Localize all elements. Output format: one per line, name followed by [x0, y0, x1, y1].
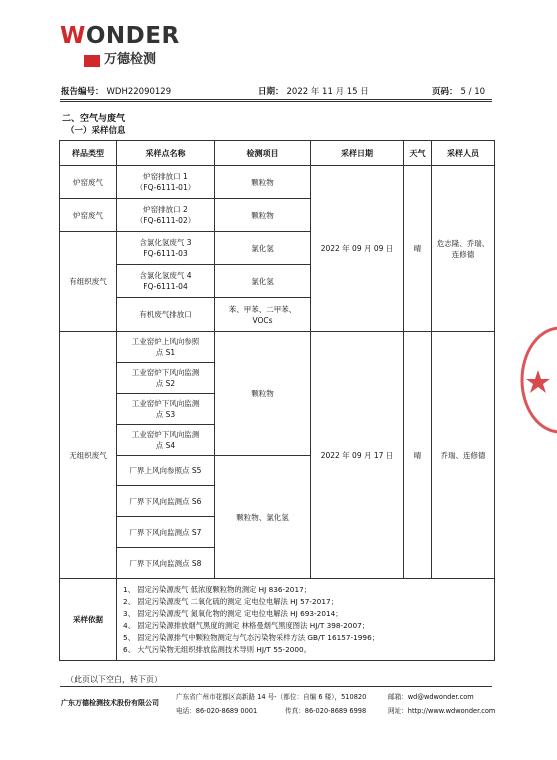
sampling-point-cell: 工业窑炉上风向参照 点 S1 [117, 332, 215, 363]
footer-tel: 电话：86-020-8689 0001 [176, 707, 258, 715]
sampling-point-cell: 有机废气排放口 [117, 298, 215, 332]
sample-type-cell: 有组织废气 [60, 232, 117, 332]
sampling-point-cell: 厂界下风向监测点 S8 [117, 548, 215, 579]
table-header-row [60, 141, 495, 166]
header-weather: 天气 [404, 141, 432, 166]
sampling-point-cell: 厂界上风向参照点 S5 [117, 456, 215, 486]
sampling-point-cell: 工业窑炉下风向监测 点 S2 [117, 363, 215, 394]
basis-item: 6、 大气污染物无组织排放监测技术导则 HJ/T 55-2000。 [123, 644, 311, 654]
logo-letter-w: W [60, 23, 86, 49]
sampling-date-cell: 2022 年 09 月 17 日 [311, 332, 404, 579]
logo-brand-rest: ONDER [85, 23, 180, 49]
test-item-cell: 苯、甲苯、二甲苯、 VOCs [215, 298, 311, 332]
sampling-point-cell: 工业窑炉下风向监测 点 S4 [117, 425, 215, 456]
header-sample-type: 样品类型 [60, 141, 117, 166]
sampling-point-cell: 厂界下风向监测点 S6 [117, 486, 215, 517]
footer-company: 广东万德检测技术股份有限公司 [61, 699, 159, 707]
header-rule [60, 99, 492, 100]
test-item-cell: 颗粒物 [215, 332, 311, 456]
company-logo [60, 22, 190, 74]
report-date: 日期： 2022 年 11 月 15 日 [258, 87, 369, 97]
sampling-staff-cell: 乔瑞、连修德 [432, 332, 495, 579]
table-row [60, 166, 495, 199]
logo-mark-icon [84, 55, 100, 67]
basis-item: 1、 固定污染源废气 低浓度颗粒物的测定 HJ 836-2017； [123, 584, 312, 594]
sample-type-cell: 炉窑废气 [60, 199, 117, 232]
header-test-item: 检测项目 [215, 141, 311, 166]
basis-item: 2、 固定污染源废气 二氧化硫的测定 定电位电解法 HJ 57-2017； [123, 596, 338, 606]
footer-website: 网址：http://www.wdwonder.com [388, 707, 496, 715]
table-row [60, 332, 495, 363]
header-sampling-date: 采样日期 [311, 141, 404, 166]
footer-address: 广东省广州市花都区高新路 14 号-（都位：自编 6 楼），510820 [176, 693, 367, 701]
official-seal-icon [520, 326, 557, 434]
report-number: 报告编号： WDH22090129 [61, 87, 172, 97]
sample-type-cell: 炉窑废气 [60, 166, 117, 199]
basis-item: 5、 固定污染源排气中颗粒物测定与气态污染物采样方法 GB/T 16157-1996； [123, 632, 380, 642]
footer-fax: 传真：86-020-8689 6998 [285, 707, 367, 715]
footer-rule [60, 686, 492, 687]
sample-type-cell: 无组织废气 [60, 332, 117, 579]
sampling-staff-cell: 危志隆、乔瑞、 连修德 [432, 166, 495, 332]
weather-cell: 晴 [404, 166, 432, 332]
sampling-point-cell: 厂界下风向监测点 S7 [117, 517, 215, 548]
table-row-basis [60, 579, 495, 661]
test-item-cell: 颗粒物 [215, 166, 311, 199]
sampling-point-cell: 炉窑排放口 2 （FQ-6111-02） [117, 199, 215, 232]
basis-label-cell: 采样依据 [60, 579, 117, 661]
basis-item: 4、 固定污染源排放烟气黑度的测定 林格曼烟气黑度图法 HJ/T 398-2007； [123, 620, 370, 630]
test-item-cell: 颗粒物、氯化氢 [215, 456, 311, 579]
header-sampling-point: 采样点名称 [117, 141, 215, 166]
blank-page-note: （此页以下空白，转下页） [66, 675, 162, 684]
test-item-cell: 颗粒物 [215, 199, 311, 232]
sampling-point-cell: 炉窑排放口 1 （FQ-6111-01） [117, 166, 215, 199]
footer-email: 邮箱：wd@wdwonder.com [388, 693, 474, 701]
page-number: 页码： 5 / 10 [432, 87, 486, 97]
sampling-point-cell: 工业窑炉下风向监测 点 S3 [117, 394, 215, 425]
header-rule-thin [60, 101, 492, 102]
subsection-title: （一）采样信息 [66, 126, 126, 136]
basis-item: 3、 固定污染源废气 氮氧化物的测定 定电位电解法 HJ 693-2014； [123, 608, 343, 618]
header-sampling-staff: 采样人员 [432, 141, 495, 166]
sampling-point-cell: 含氯化氢废气 4 FQ-6111-04 [117, 265, 215, 298]
section-title: 二、空气与废气 [62, 114, 126, 124]
test-item-cell: 氯化氢 [215, 232, 311, 265]
test-item-cell: 氯化氢 [215, 265, 311, 298]
logo-chinese-name: 万德检测 [104, 52, 157, 67]
weather-cell: 晴 [404, 332, 432, 579]
sampling-info-table [59, 140, 495, 661]
basis-list-cell [117, 579, 495, 661]
sampling-date-cell: 2022 年 09 月 09 日 [311, 166, 404, 332]
sampling-point-cell: 含氯化氢废气 3 FQ-6111-03 [117, 232, 215, 265]
